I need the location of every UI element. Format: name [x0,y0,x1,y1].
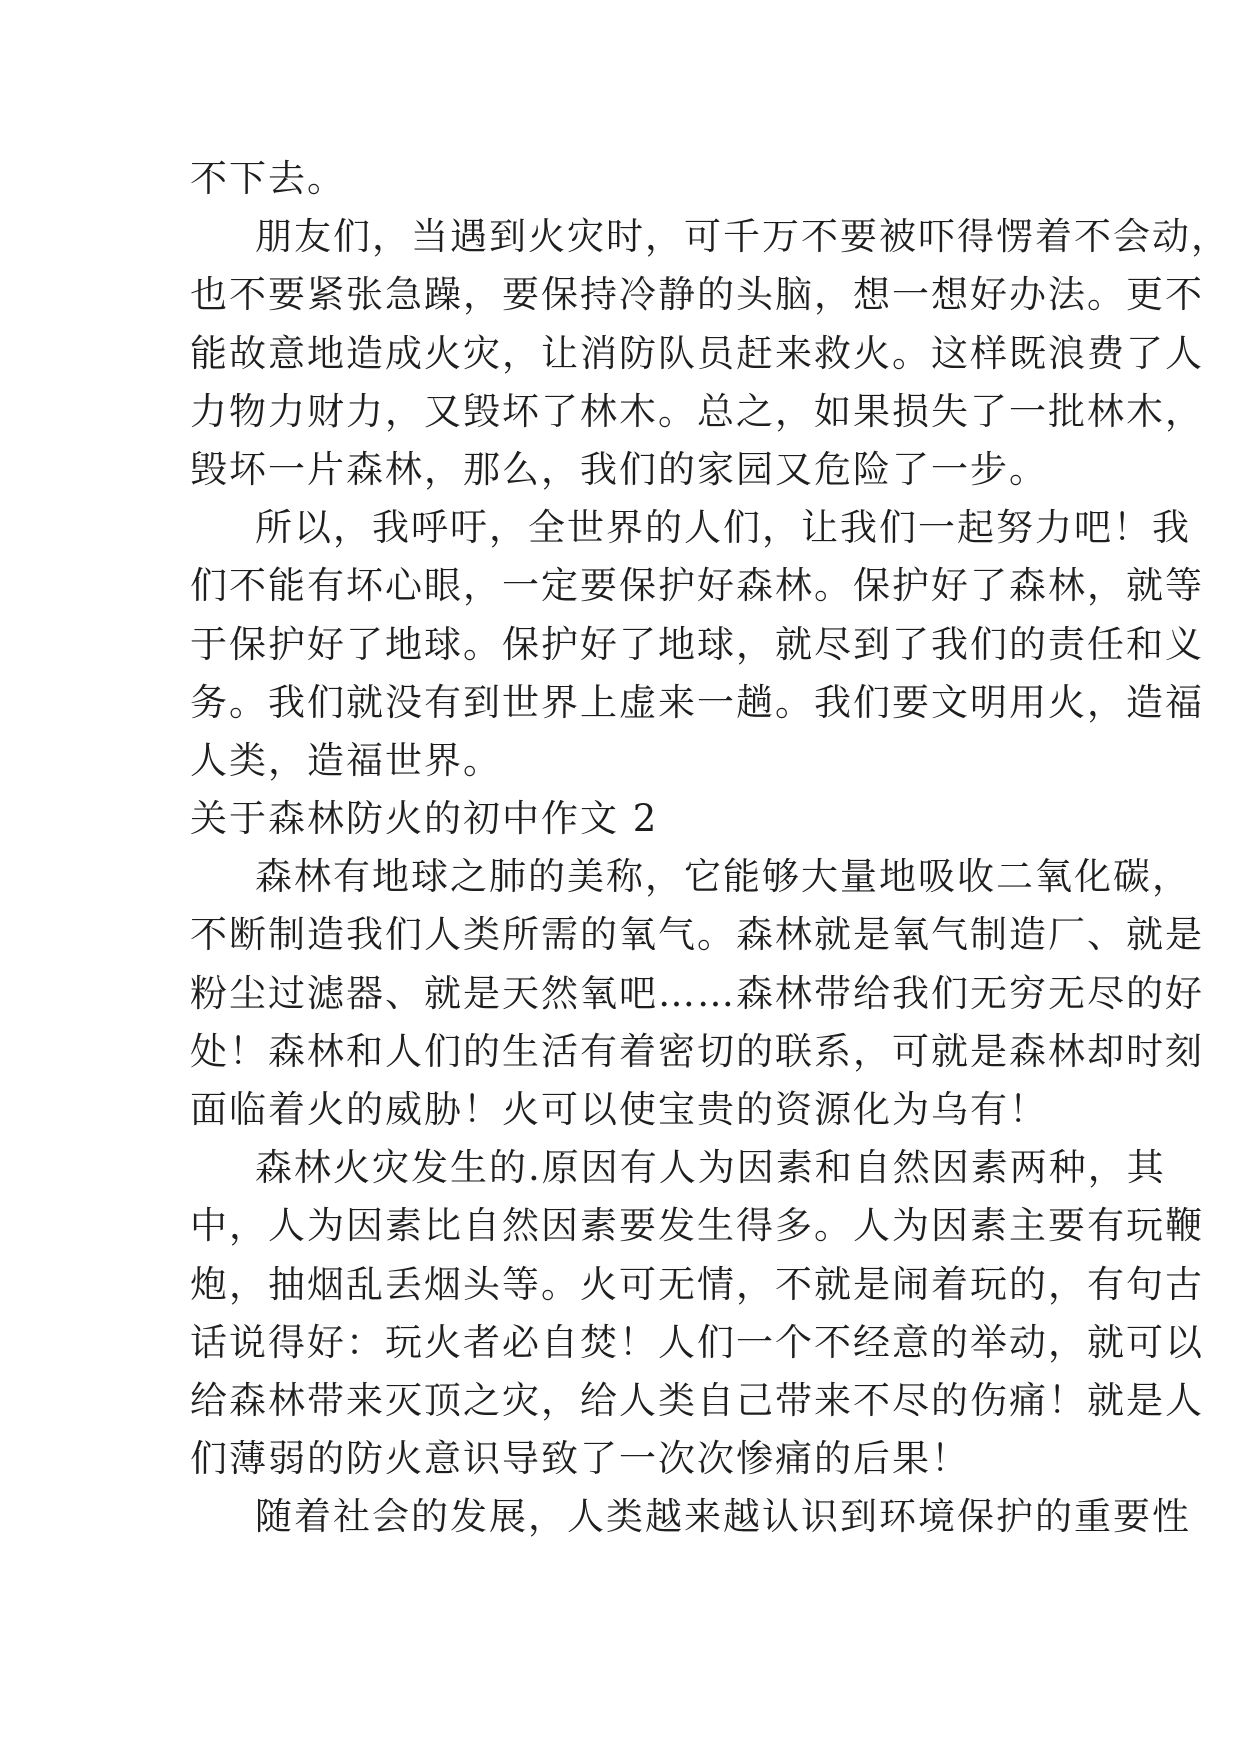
text-line: 毁坏一片森林，那么，我们的家园又危险了一步。 [190,447,1048,491]
text-line: 不断制造我们人类所需的氧气。森林就是氧气制造厂、就是 [190,913,1204,957]
paragraph-first-line: 森林有地球之肺的美称，它能够大量地吸收二氧化碳， [255,855,1191,899]
text-line: 炮，抽烟乱丢烟头等。火可无情，不就是闹着玩的，有句古 [190,1262,1204,1306]
text-line: 也不要紧张急躁，要保持冷静的头脑，想一想好办法。更不 [190,273,1204,317]
text-line: 面临着火的威胁！火可以使宝贵的资源化为乌有！ [190,1088,1048,1131]
text-line: 处！森林和人们的生活有着密切的联系，可就是森林却时刻 [190,1029,1204,1073]
text-line: 们不能有坏心眼，一定要保护好森林。保护好了森林，就等 [190,564,1204,608]
paragraph-first-line: 朋友们，当遇到火灾时，可千万不要被吓得愣着不会动， [255,215,1230,259]
text-line: 人类，造福世界。 [190,738,502,782]
text-line: 话说得好：玩火者必自焚！人们一个不经意的举动，就可以 [190,1320,1204,1364]
text-line: 能故意地造成火灾，让消防队员赶来救火。这样既浪费了人 [190,331,1204,375]
text-line: 力物力财力，又毁坏了林木。总之，如果损失了一批林木， [190,389,1204,433]
essay-body [190,150,1230,1547]
paragraph-first-line: 森林火灾发生的.原因有人为因素和自然因素两种，其 [255,1146,1166,1190]
text-line: 务。我们就没有到世界上虚来一趟。我们要文明用火，造福 [190,680,1204,724]
text-line: 粉尘过滤器、就是天然氧吧……森林带给我们无穷无尽的好 [190,971,1204,1015]
paragraph-first-line: 随着社会的发展，人类越来越认识到环境保护的重要性 [255,1495,1191,1539]
text-line: 给森林带来灭顶之灾，给人类自己带来不尽的伤痛！就是人 [190,1378,1204,1422]
text-line: 中，人为因素比自然因素要发生得多。人为因素主要有玩鞭 [190,1204,1204,1248]
text-line: 于保护好了地球。保护好了地球，就尽到了我们的责任和义 [190,622,1204,666]
section-heading: 关于森林防火的初中作文 2 [190,797,659,841]
paragraph-first-line: 所以，我呼吁，全世界的人们，让我们一起努力吧！我 [255,506,1191,550]
text-line: 不下去。 [190,157,346,200]
text-line: 们薄弱的防火意识导致了一次次惨痛的后果！ [190,1437,970,1481]
